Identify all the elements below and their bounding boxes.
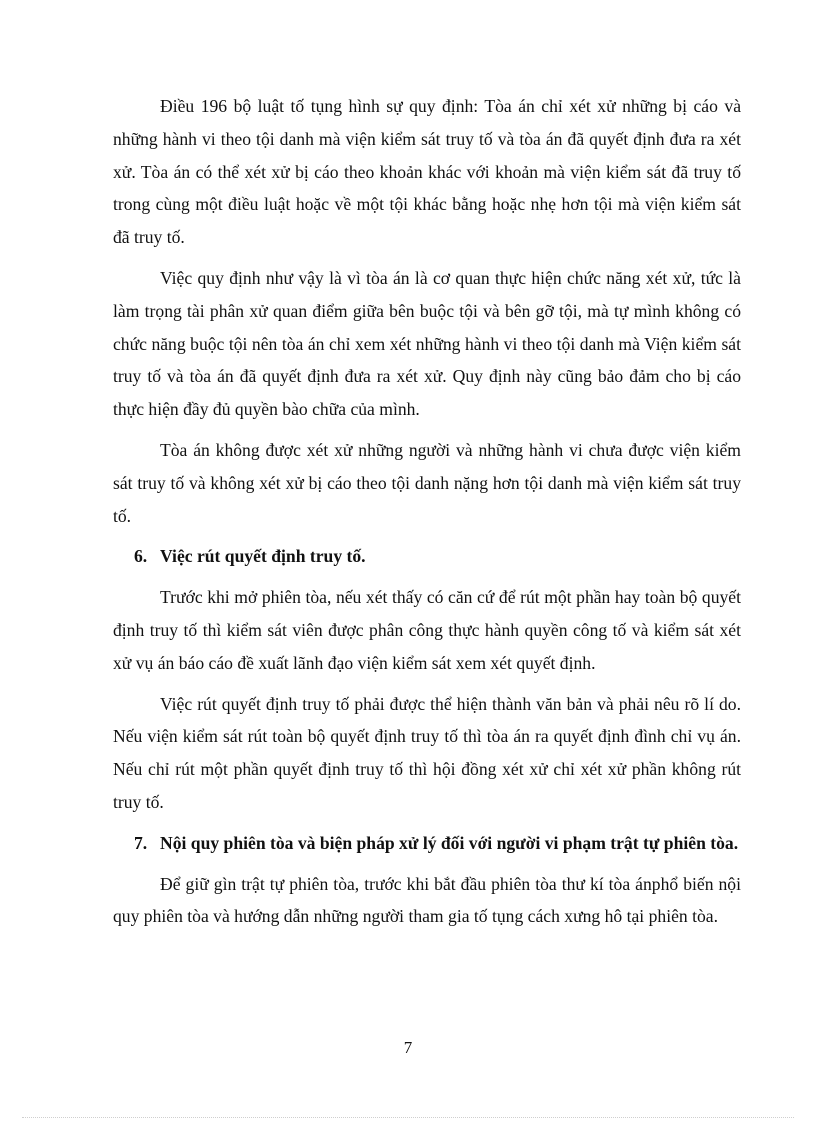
paragraph-court-limits: Tòa án không được xét xử những người và những hành vi chưa được viện kiểm sát truy tố và không xét xử bị cáo theo tội danh nặng hơn tội danh mà viện kiểm sát truy tố. (113, 439, 741, 526)
section-number-6: 6. (134, 546, 148, 567)
section-title-7: Nội quy phiên tòa và biện pháp xử lý đối với người vi phạm trật tự phiên tòa. (160, 832, 739, 853)
section-title-6: Việc rút quyết định truy tố. (160, 546, 366, 567)
page-bottom-divider (22, 1117, 794, 1118)
paragraph-court-rules: Để giữ gìn trật tự phiên tòa, trước khi bắt đầu phiên tòa thư kí tòa ánphổ biến nội quy phiên tòa và hướng dẫn những người tham gia tố tụng cách xưng hô tại phiên tòa. (113, 873, 741, 927)
section-heading-6 (113, 540, 741, 573)
paragraph-withdraw-written: Việc rút quyết định truy tố phải được thể hiện thành văn bản và phải nêu rõ lí do. Nếu viện kiểm sát rút toàn bộ quyết định truy tố thì tòa án ra quyết định đình chỉ vụ án. Nếu chỉ rút một phần quyết định truy tố thì hội đồng xét xử chỉ xét xử phần không rút truy tố. (113, 693, 741, 812)
paragraph-court-function: Việc quy định như vậy là vì tòa án là cơ quan thực hiện chức năng xét xử, tức là làm trọng tài phân xử quan điểm giữa bên buộc tội và bên gỡ tội, mà tự mình không có chức năng buộc tội nên tòa án chỉ xem xét những hành vi theo tội danh mà Viện kiểm sát truy tố và tòa án đã quyết định đưa ra xét xử. Quy định này cũng bảo đảm cho bị cáo thực hiện đầy đủ quyền bào chữa của mình. (113, 267, 741, 420)
page-content (113, 90, 741, 933)
section-number-7: 7. (134, 832, 148, 853)
section-heading-7 (113, 827, 741, 860)
page-number: 7 (403, 1038, 413, 1057)
paragraph-article-196: Điều 196 bộ luật tố tụng hình sự quy định: Tòa án chỉ xét xử những bị cáo và những hành vi theo tội danh mà viện kiểm sát truy tố và tòa án đã quyết định đưa ra xét xử. Tòa án có thể xét xử bị cáo theo khoản khác với khoản mà viện kiểm sát đã truy tố trong cùng một điều luật hoặc về một tội khác bằng hoặc nhẹ hơn tội mà viện kiểm sát đã truy tố. (113, 96, 741, 248)
paragraph-withdraw-before-trial: Trước khi mở phiên tòa, nếu xét thấy có căn cứ để rút một phần hay toàn bộ quyết định truy tố thì kiểm sát viên được phân công thực hành quyền công tố và kiểm sát xét xử vụ án báo cáo đề xuất lãnh đạo viện kiểm sát xem xét quyết định. (113, 587, 741, 673)
